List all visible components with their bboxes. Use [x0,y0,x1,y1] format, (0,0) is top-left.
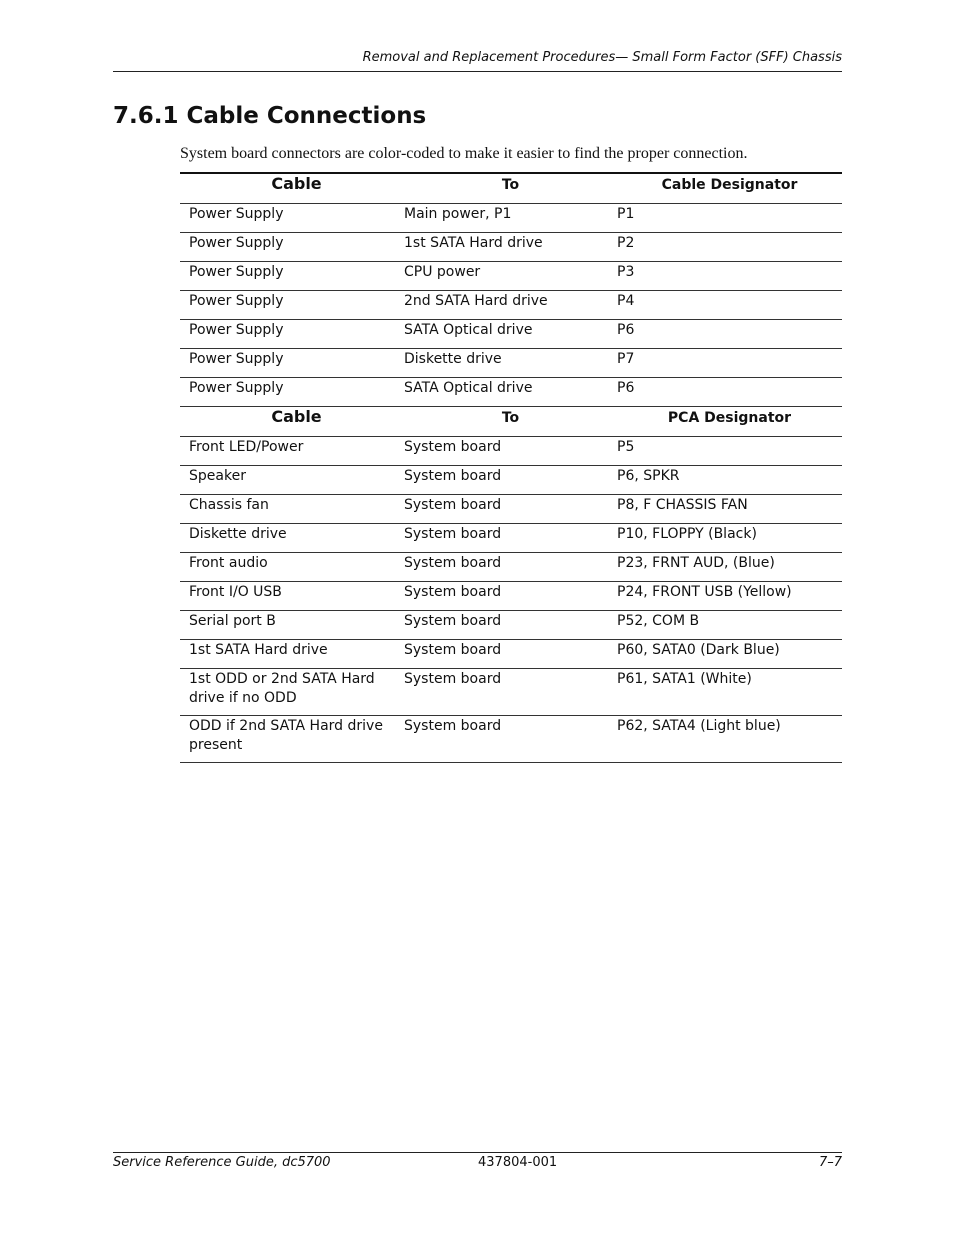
cell-cable: Chassis fan [180,495,404,524]
group1-body [180,204,842,763]
cell-to: System board [404,669,617,716]
cell-designator: P61, SATA1 (White) [617,669,842,716]
cell-cable: Power Supply [180,291,404,320]
column-header-cable-designator: Cable Designator [617,173,842,204]
cell-designator: P2 [617,233,842,262]
running-header [113,50,842,72]
column-header-cable: Cable [180,173,404,204]
cell-to: System board [404,466,617,495]
cell-designator: P10, FLOPPY (Black) [617,524,842,553]
table-subheader-row [180,407,842,437]
cell-to: Main power, P1 [404,204,617,233]
intro-paragraph: System board connectors are color-coded to make it easier to find the proper connection. [180,145,748,162]
table-row [180,204,842,233]
cell-cable: Front LED/Power [180,437,404,466]
cell-to: SATA Optical drive [404,320,617,349]
table-row [180,378,842,407]
column-header-to: To [404,173,617,204]
table-row [180,320,842,349]
cell-designator: P6, SPKR [617,466,842,495]
footer-guide-title: Service Reference Guide, dc5700 [113,1155,331,1170]
cell-cable: Diskette drive [180,524,404,553]
table-row [180,640,842,669]
cell-to: CPU power [404,262,617,291]
cell-designator: P60, SATA0 (Dark Blue) [617,640,842,669]
cell-to: SATA Optical drive [404,378,617,407]
cell-designator: P7 [617,349,842,378]
cell-designator: P62, SATA4 (Light blue) [617,716,842,763]
cell-cable: Power Supply [180,262,404,291]
cell-cable: Serial port B [180,611,404,640]
cell-designator: P3 [617,262,842,291]
cell-cable: Power Supply [180,320,404,349]
cell-cable: 1st SATA Hard drive [180,640,404,669]
table-row [180,582,842,611]
cell-designator: P4 [617,291,842,320]
cell-designator: P23, FRNT AUD, (Blue) [617,553,842,582]
cell-cable: Power Supply [180,204,404,233]
running-header-title: Removal and Replacement Procedures— Small Form Factor (SFF) Chassis [362,50,842,65]
cell-designator: P6 [617,320,842,349]
footer-page-number: 7–7 [818,1155,842,1170]
cell-cable: Speaker [180,466,404,495]
table-row [180,495,842,524]
table-row [180,611,842,640]
cell-cable: ODD if 2nd SATA Hard drive present [180,716,404,763]
cell-to: System board [404,437,617,466]
cell-to: Diskette drive [404,349,617,378]
page-footer [113,1152,842,1170]
cell-to: 2nd SATA Hard drive [404,291,617,320]
cell-cable: Power Supply [180,378,404,407]
table-row [180,716,842,763]
table-header-row [180,173,842,204]
section-title: 7.6.1 Cable Connections [113,103,427,129]
cell-to: System board [404,611,617,640]
table-row [180,466,842,495]
table-row [180,262,842,291]
table-row [180,291,842,320]
cell-designator: P5 [617,437,842,466]
table-row [180,669,842,716]
cell-cable: Front I/O USB [180,582,404,611]
column-header-cable: Cable [180,407,404,437]
table-row [180,233,842,262]
table-row [180,437,842,466]
cell-to: System board [404,640,617,669]
table-row [180,349,842,378]
cell-cable: Power Supply [180,349,404,378]
cell-to: System board [404,582,617,611]
table-row [180,553,842,582]
cell-to: System board [404,524,617,553]
cell-designator: P52, COM B [617,611,842,640]
column-header-pca-designator: PCA Designator [617,407,842,437]
cable-connections-table [180,172,842,763]
cell-designator: P8, F CHASSIS FAN [617,495,842,524]
cell-cable: 1st ODD or 2nd SATA Hard drive if no ODD [180,669,404,716]
column-header-to: To [404,407,617,437]
table-row [180,524,842,553]
cell-to: System board [404,716,617,763]
cell-to: 1st SATA Hard drive [404,233,617,262]
cell-to: System board [404,553,617,582]
cell-designator: P1 [617,204,842,233]
cell-designator: P6 [617,378,842,407]
footer-part-number: 437804-001 [478,1155,558,1170]
cell-designator: P24, FRONT USB (Yellow) [617,582,842,611]
cell-to: System board [404,495,617,524]
cell-cable: Front audio [180,553,404,582]
cell-cable: Power Supply [180,233,404,262]
